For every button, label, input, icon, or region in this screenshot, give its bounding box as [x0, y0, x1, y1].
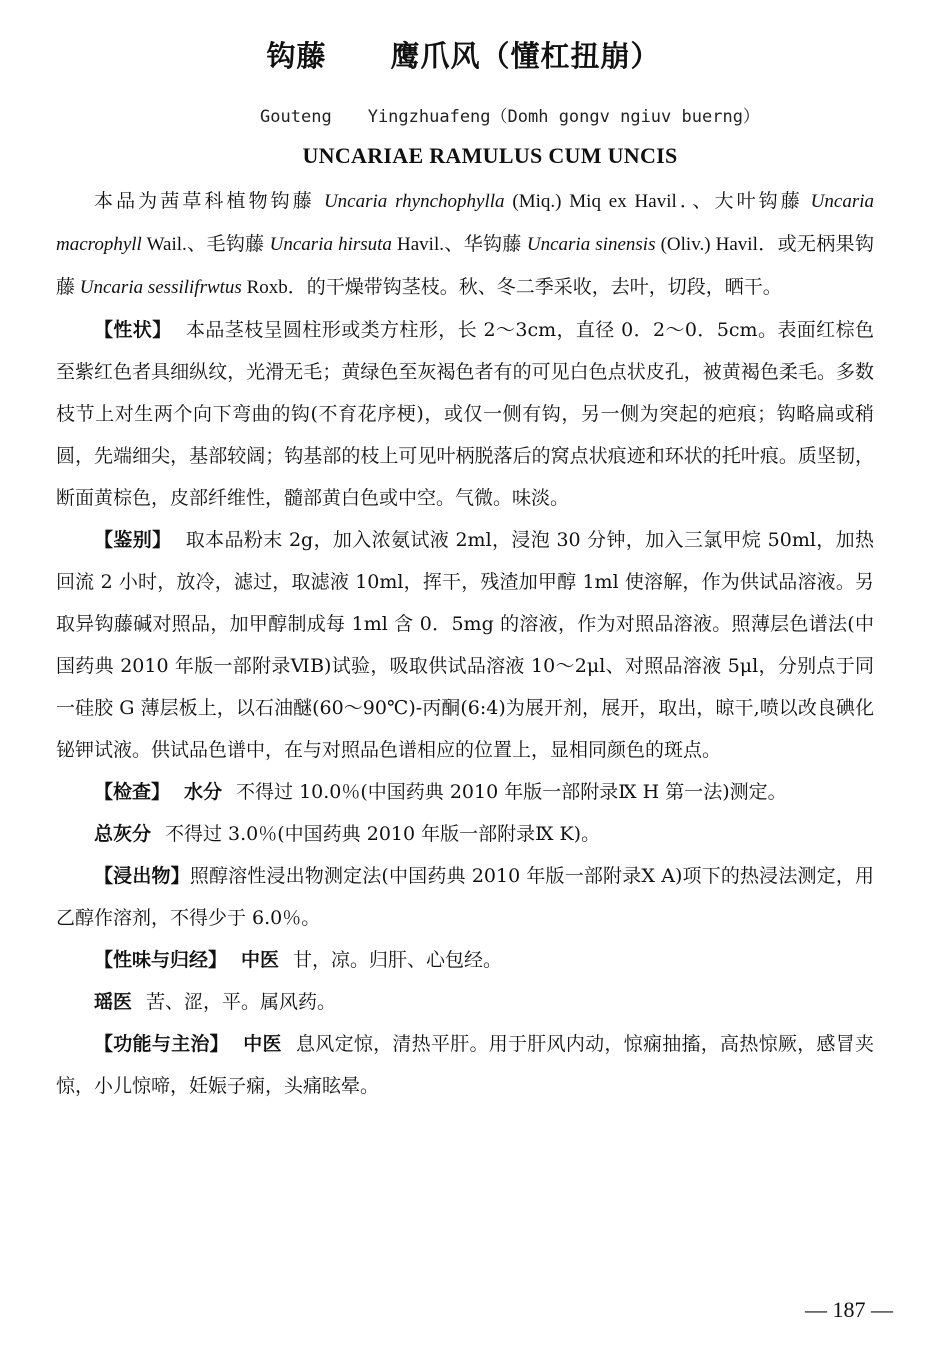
- latin-title: UNCARIAE RAMULUS CUM UNCIS: [302, 143, 678, 168]
- section-text: 照醇溶性浸出物测定法(中国药典 2010 年版一部附录Ⅹ A)项下的热浸法测定，用乙醇作溶剂，不得少于 6.0％。: [56, 865, 874, 929]
- section-heading: 【鉴别】: [94, 529, 172, 551]
- section-text: 苦、涩，平。属风药。: [146, 991, 337, 1013]
- pinyin-yao-name: Yingzhuafeng（Domh gongv ngiuv buerng）: [367, 107, 760, 127]
- pinyin-chinese-name: Gouteng: [260, 107, 332, 127]
- intro-text-5: (Oliv.) Havil．或无柄果钩藤: [56, 234, 874, 298]
- section-heading: 【浸出物】: [94, 865, 190, 887]
- section-text: 不得过 10.0％(中国药典 2010 年版一部附录Ⅸ H 第一法)测定。: [236, 781, 787, 803]
- document-body: [56, 180, 874, 1107]
- subheading-water: 水分: [184, 781, 223, 803]
- subheading-yao: 瑶医: [94, 991, 133, 1013]
- section-xingwei-yao: [56, 981, 874, 1023]
- intro-text-2: (Miq.) Miq ex Havil．、大叶钩藤: [504, 191, 811, 212]
- title-chinese-name: 钩藤: [266, 39, 327, 73]
- intro-latin-3: Uncaria hirsuta: [269, 234, 392, 255]
- section-text: 甘，凉。归肝、心包经。: [293, 949, 503, 971]
- intro-paragraph: [56, 180, 874, 309]
- section-text: 不得过 3.0％(中国药典 2010 年版一部附录Ⅸ K)。: [165, 823, 601, 845]
- section-jiancha-ash: [56, 813, 874, 855]
- section-heading: 【性味与归经】: [94, 949, 228, 971]
- intro-latin-4: Uncaria sinensis: [526, 234, 656, 255]
- intro-latin-5: Uncaria sessilifrwtus: [79, 277, 242, 298]
- section-heading: 【性状】: [94, 319, 172, 341]
- section-xingzhuang: [56, 309, 874, 519]
- intro-latin-2: Uncaria macrophyll: [56, 191, 874, 255]
- page-number: — 187 —: [805, 1297, 893, 1322]
- page-title: [0, 34, 927, 75]
- subheading-tcm: 中医: [241, 949, 280, 971]
- intro-text-6: Roxb．的干燥带钩茎枝。秋、冬二季采收，去叶，切段，晒干。: [241, 277, 782, 298]
- section-gongneng: [56, 1023, 874, 1107]
- subheading-tcm: 中医: [242, 1033, 282, 1055]
- intro-text-3: Wail.、毛钩藤: [141, 234, 270, 255]
- subheading-ash: 总灰分: [94, 823, 152, 845]
- section-xingwei: [56, 939, 874, 981]
- section-jianbie: [56, 519, 874, 771]
- section-text: 息风定惊，清热平肝。用于肝风内动，惊痫抽搐，高热惊厥，感冒夹惊，小儿惊啼，妊娠子痫，头痛眩晕。: [56, 1033, 874, 1097]
- section-heading: 【功能与主治】: [94, 1033, 229, 1055]
- section-jiancha: [56, 771, 874, 813]
- section-text: 本品茎枝呈圆柱形或类方柱形，长 2～3cm，直径 0．2～0．5cm。表面红棕色至紫红色者具细纵纹，光滑无毛；黄绿色至灰褐色者有的可见白色点状皮孔，被黄褐色柔毛。多数枝节上对生两个向下弯曲的钩(不育花序梗)，或仅一侧有钩，另一侧为突起的疤痕；钩略扁或稍圆，先端细尖，基部较阔；钩基部的枝上可见叶柄脱落后的窝点状痕迹和环状的托叶痕。质坚韧，断面黄棕色，皮部纤维性，髓部黄白色或中空。气微。味淡。: [56, 319, 874, 509]
- intro-latin-1: Uncaria rhynchophylla: [323, 191, 505, 212]
- intro-text-4: Havil.、华钩藤: [391, 234, 527, 255]
- title-yao-name: 鹰爪风（懂杠扭崩）: [390, 39, 661, 73]
- intro-text-1: 本品为茜草科植物钩藤: [94, 190, 324, 212]
- section-jinchuwu: [56, 855, 874, 939]
- pinyin-subtitle: [0, 102, 927, 127]
- section-text: 取本品粉末 2g，加入浓氨试液 2ml，浸泡 30 分钟，加入三氯甲烷 50ml，加热回流 2 小时，放冷，滤过，取滤液 10ml，挥干，残渣加甲醇 1ml 使溶解，作为供试品溶液。另取异钩藤碱对照品，加甲醇制成每 1ml 含 0．5mg 的溶液，作为对照品溶液。照薄层色谱法(中国药典 2010 年版一部附录ⅥB)试验，吸取供试品溶液 10～2μl、对照品溶液 5μl，分别点于同一硅胶 G 薄层板上，以石油醚(60～90℃)-丙酮(6:4)为展开剂，展开，取出，晾干,喷以改良碘化铋钾试液。供试品色谱中，在与对照品色谱相应的位置上，显相同颜色的斑点。: [56, 529, 874, 761]
- section-heading: 【检查】: [94, 781, 171, 803]
